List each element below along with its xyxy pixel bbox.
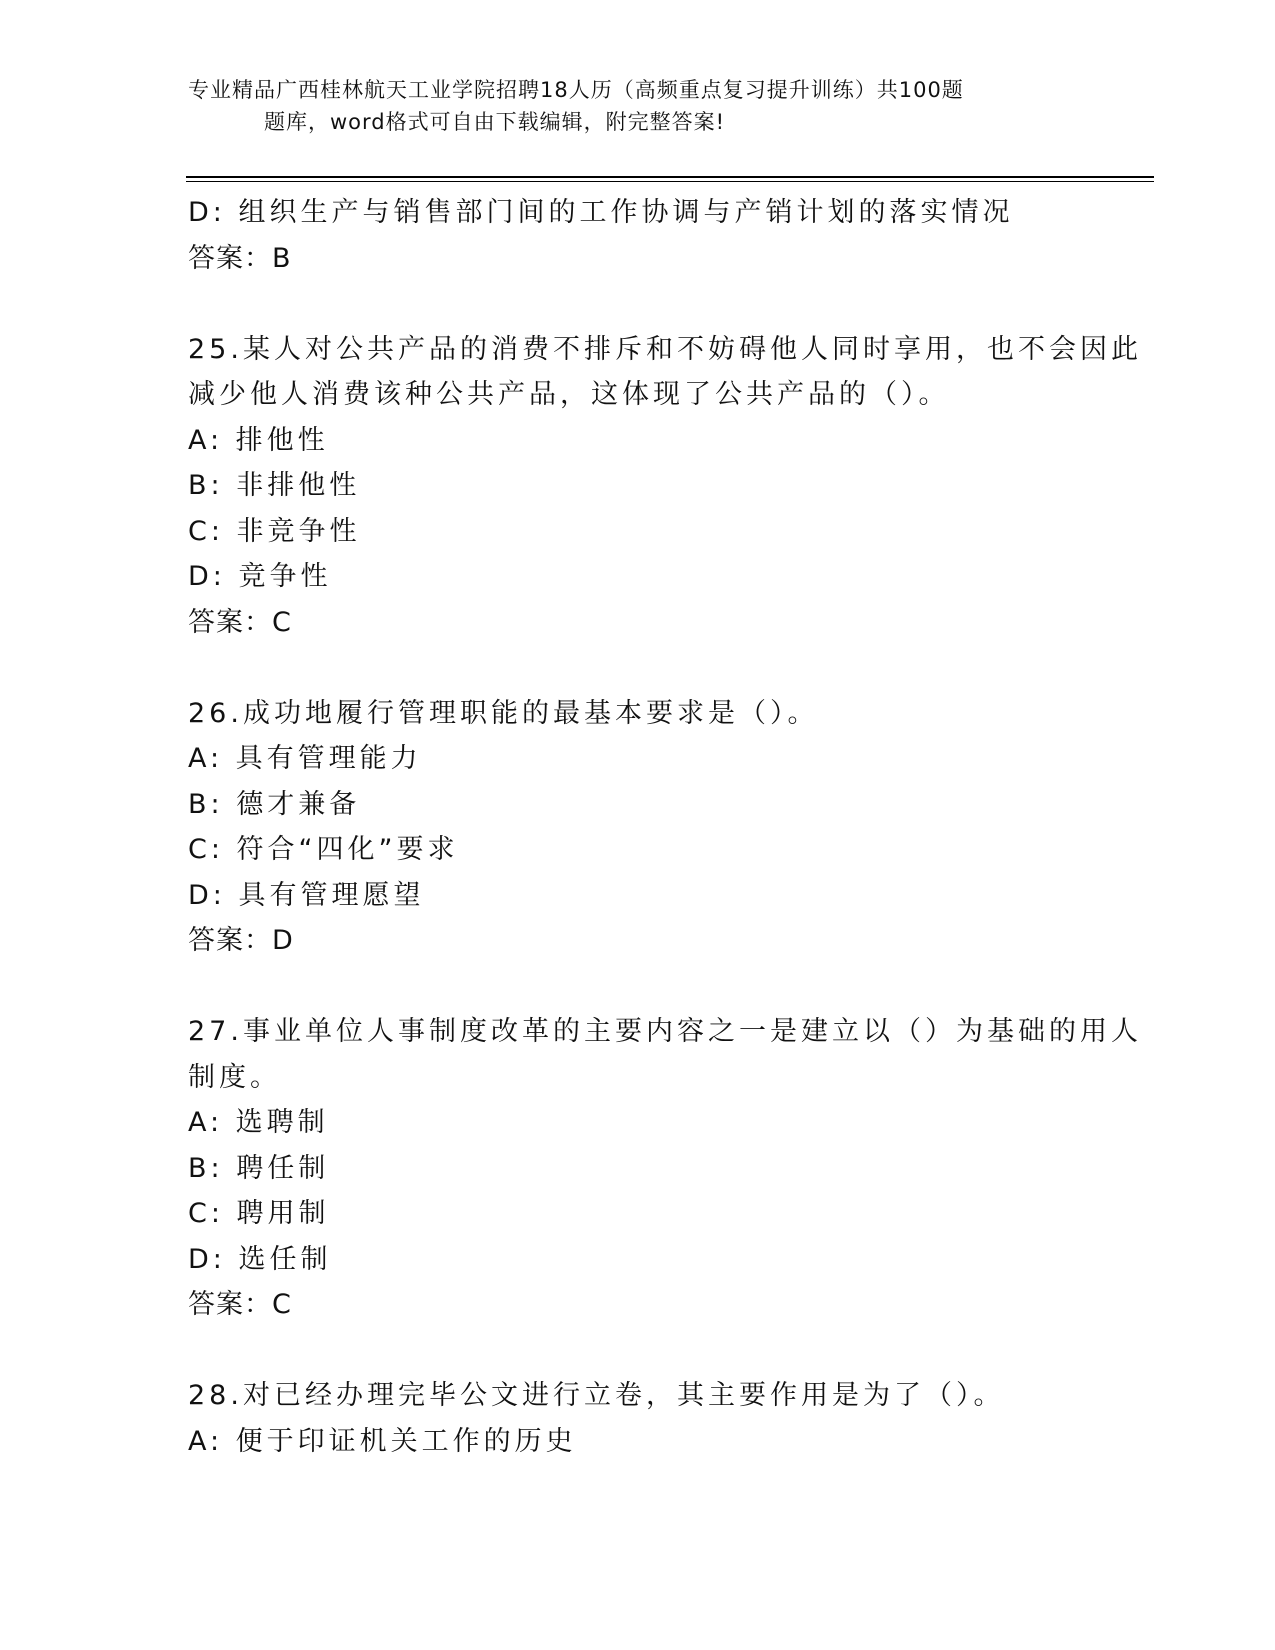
question-content bbox=[188, 190, 1142, 1464]
header-divider-thick bbox=[186, 176, 1154, 178]
header-divider-thin bbox=[186, 181, 1154, 182]
question-text: 25.某人对公共产品的消费不排斥和不妨碍他人同时享用，也不会因此 bbox=[188, 333, 1142, 365]
spacer bbox=[188, 1328, 1088, 1374]
answer: 答案：C bbox=[188, 606, 292, 638]
option-b: B: 非排他性 bbox=[188, 470, 361, 501]
answer: 答案：C bbox=[188, 1289, 292, 1320]
question-text: 制度。 bbox=[188, 1061, 281, 1093]
question-26 bbox=[188, 691, 1088, 964]
question-text: 28.对已经办理完毕公文进行立卷，其主要作用是为了（）。 bbox=[188, 1380, 1005, 1411]
option-d: D: 组织生产与销售部门间的工作协调与产销计划的落实情况 bbox=[188, 197, 1014, 228]
answer: 答案：B bbox=[188, 242, 292, 274]
spacer bbox=[188, 645, 1088, 691]
option-d: D: 具有管理愿望 bbox=[188, 879, 425, 911]
option-a: A: 具有管理能力 bbox=[188, 743, 422, 774]
header-title-line-2: 题库，word格式可自由下载编辑，附完整答案! bbox=[264, 110, 726, 134]
question-text: 26.成功地履行管理职能的最基本要求是（）。 bbox=[188, 697, 819, 729]
option-c: C: 非竞争性 bbox=[188, 515, 361, 547]
option-b: B: 聘任制 bbox=[188, 1152, 330, 1184]
question-text: 减少他人消费该种公共产品，这体现了公共产品的（）。 bbox=[188, 379, 950, 410]
question-27 bbox=[188, 1009, 1142, 1328]
option-a: A: 选聘制 bbox=[188, 1107, 329, 1138]
question-28 bbox=[188, 1373, 1088, 1464]
spacer bbox=[188, 281, 1088, 327]
option-c: C: 符合“四化”要求 bbox=[188, 834, 459, 865]
option-d: D: 选任制 bbox=[188, 1243, 332, 1275]
header-title-line-1: 专业精品广西桂林航天工业学院招聘18人历（高频重点复习提升训练）共100题 bbox=[188, 78, 964, 102]
answer: 答案：D bbox=[188, 925, 294, 956]
option-a: A: 排他性 bbox=[188, 424, 329, 456]
document-header bbox=[188, 74, 1068, 138]
question-text: 27.事业单位人事制度改革的主要内容之一是建立以（）为基础的用人 bbox=[188, 1016, 1142, 1047]
option-b: B: 德才兼备 bbox=[188, 788, 361, 820]
option-a: A: 便于印证机关工作的历史 bbox=[188, 1425, 577, 1457]
option-d: D: 竞争性 bbox=[188, 561, 332, 592]
question-25 bbox=[188, 327, 1142, 646]
option-c: C: 聘用制 bbox=[188, 1198, 330, 1229]
spacer bbox=[188, 964, 1088, 1010]
